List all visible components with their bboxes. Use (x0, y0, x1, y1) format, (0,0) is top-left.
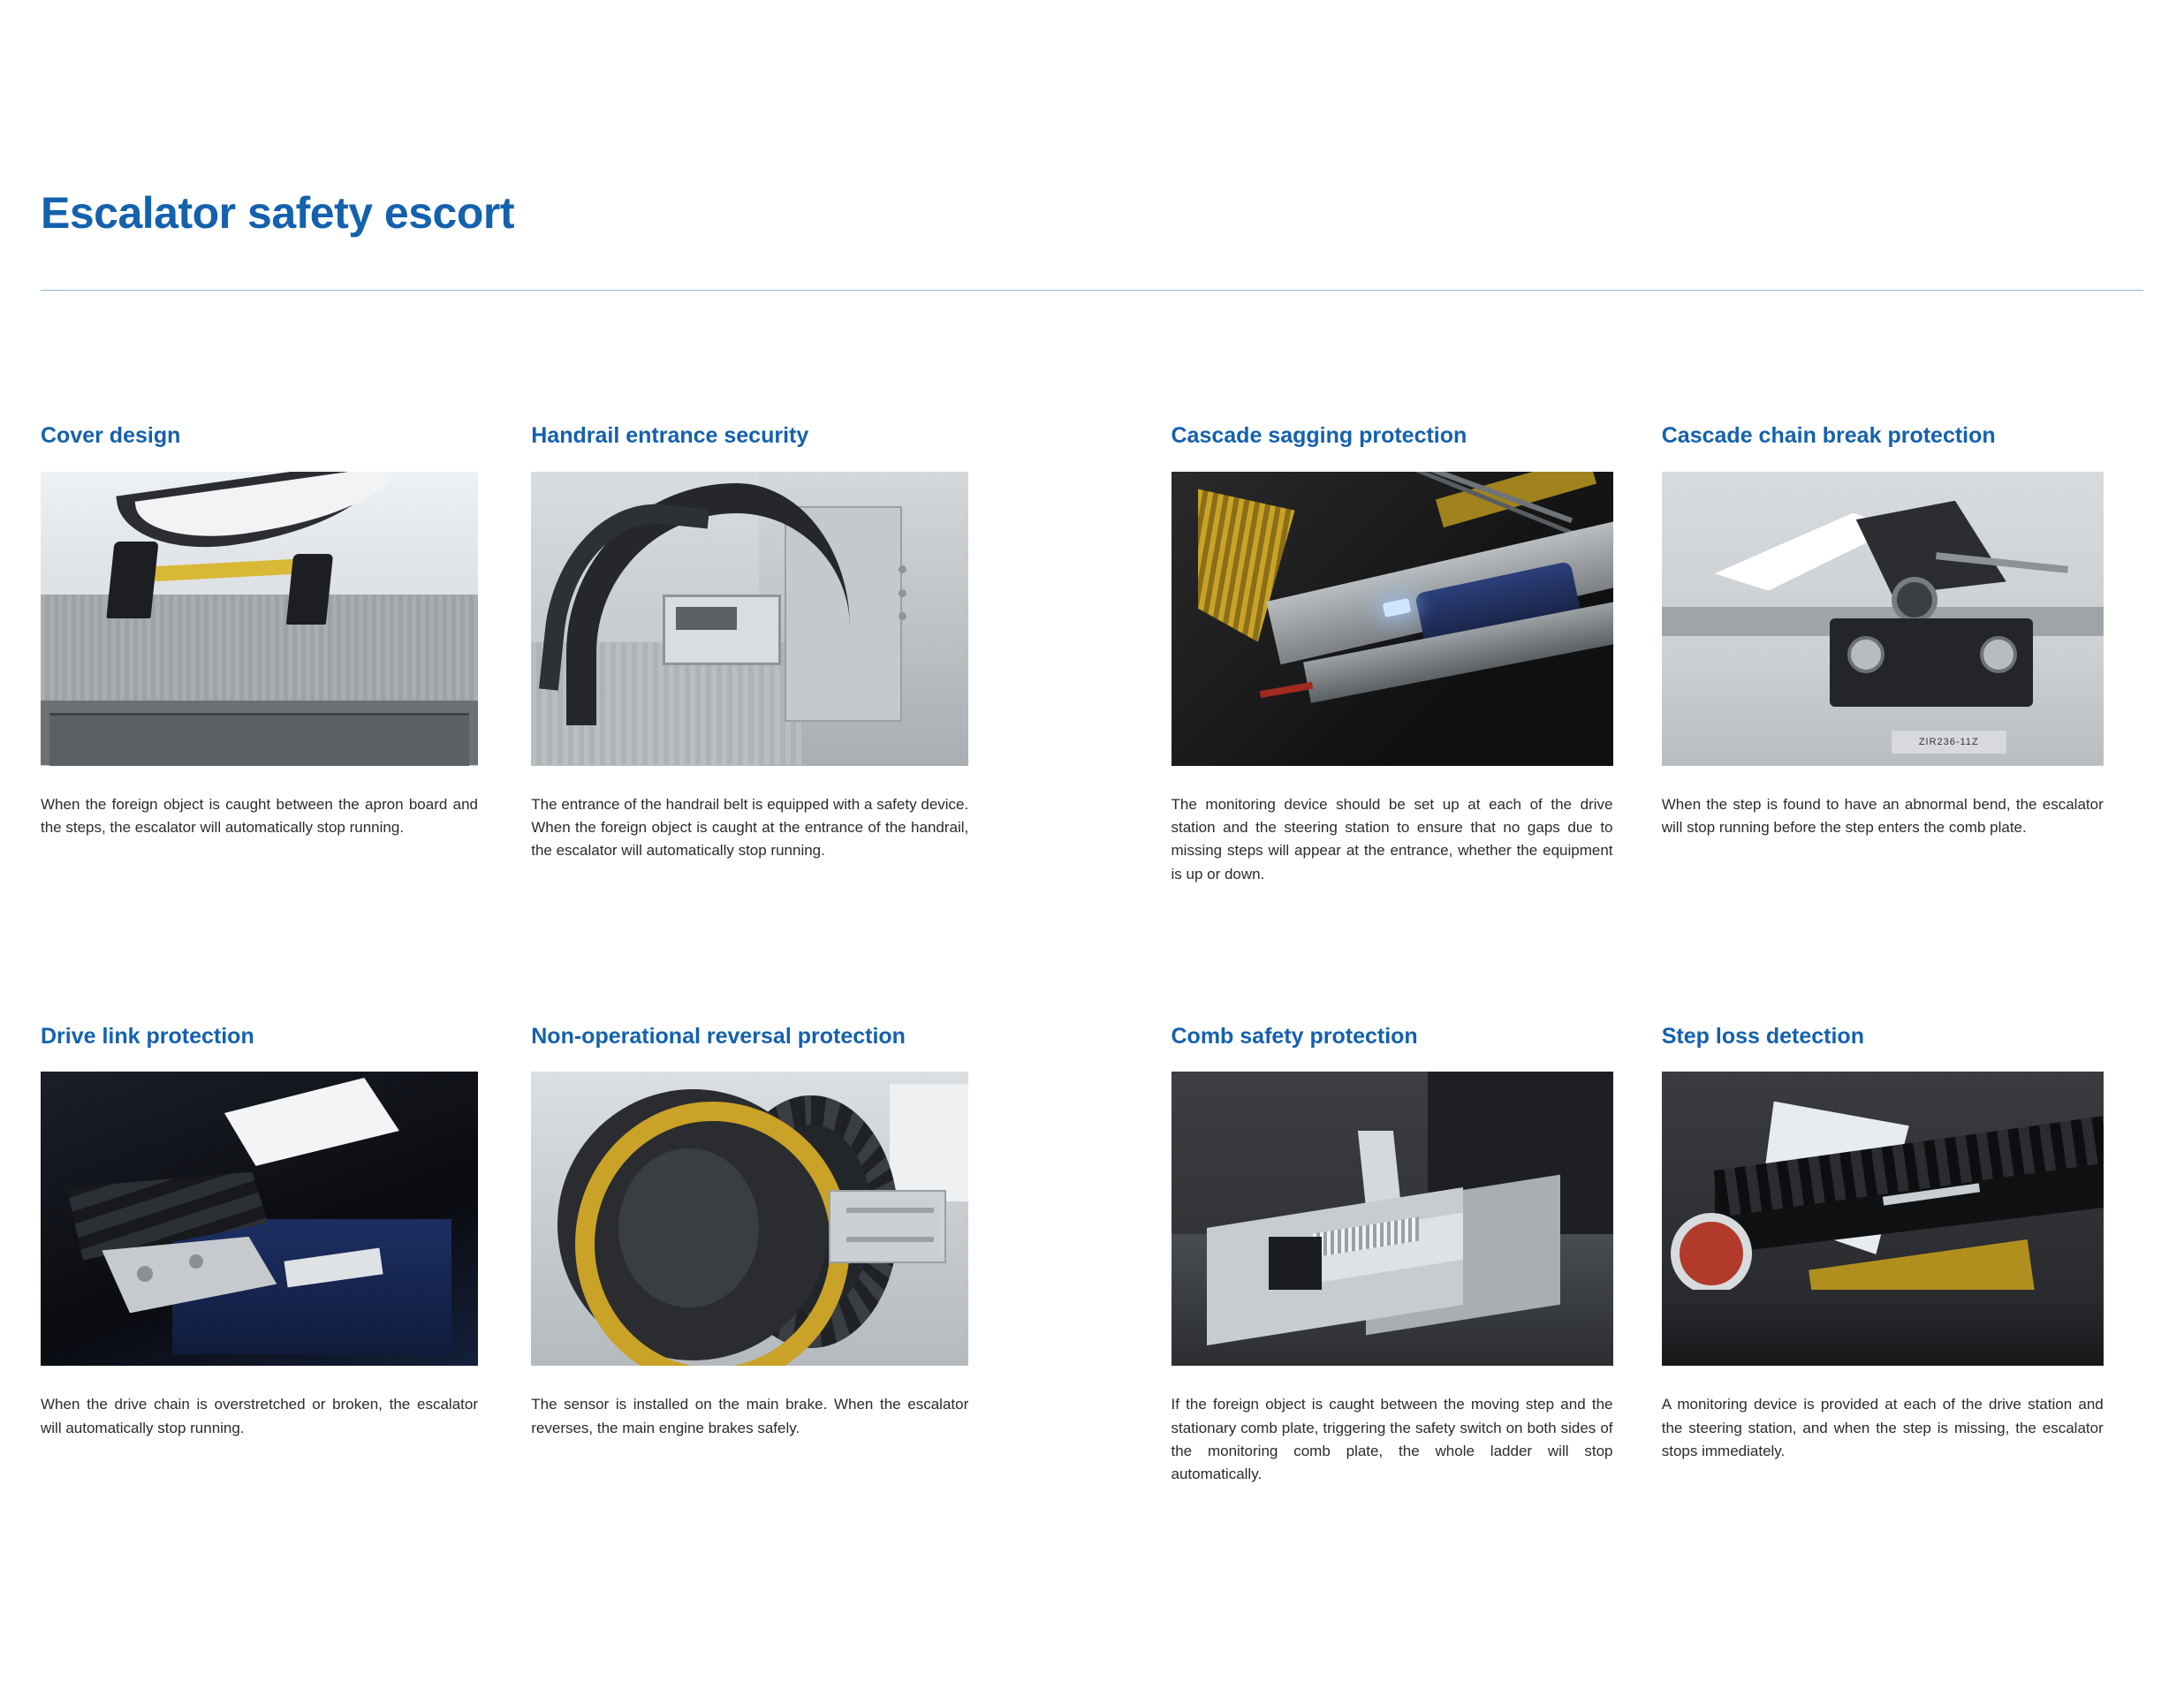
feature-card-cascade-chain-break-protection (1662, 424, 2152, 839)
feature-grid (41, 424, 2152, 1487)
handrail-entrance-security-photo (531, 472, 968, 766)
feature-card-non-operational-reversal-protection (531, 1025, 1021, 1440)
feature-card-cascade-sagging-protection (1172, 424, 1662, 886)
feature-caption: When the foreign object is caught between the apron board and the steps, the escalator will automatically stop running. (41, 795, 478, 836)
photo-detail (846, 1237, 934, 1242)
photo-detail (1847, 636, 1884, 673)
photo-detail (1892, 577, 1938, 623)
feature-title: Comb safety protection (1171, 1023, 1418, 1049)
photo-detail (1980, 636, 2017, 673)
photo-detail (539, 493, 709, 703)
feature-title: Cover design (41, 423, 181, 448)
feature-title: Cascade sagging protection (1171, 423, 1467, 448)
feature-title: Non-operational reversal protection (531, 1023, 906, 1049)
feature-row (41, 424, 2152, 886)
feature-title: Cascade chain break protection (1661, 423, 1996, 448)
photo-detail (49, 713, 469, 766)
photo-detail (1671, 1213, 1752, 1294)
feature-caption: When the drive chain is overstretched or broken, the escalator will automatically stop running. (41, 1396, 478, 1436)
photo-detail (107, 542, 159, 618)
feature-caption: When the step is found to have an abnormal bend, the escalator will stop running before the step enters the comb plate. (1661, 795, 2104, 836)
feature-row (41, 1025, 2152, 1487)
feature-caption: The sensor is installed on the main brake. When the escalator reverses, the main engine brakes safely. (531, 1396, 969, 1436)
photo-detail (1662, 1290, 2104, 1367)
page-title: Escalator safety escort (41, 187, 515, 238)
feature-caption: A monitoring device is provided at each of the drive station and the steering station, and when the step is missing, the escalator stops immediately. (1661, 1396, 2104, 1460)
photo-detail (286, 554, 333, 625)
feature-caption: The entrance of the handrail belt is equipped with a safety device. When the foreign object is caught at the entrance of the handrail, the escalator will automatically stop running. (531, 795, 969, 860)
feature-caption: If the foreign object is caught between the moving step and the stationary comb plate, triggering the safety switch on both sides of the monitoring comb plate, the whole ladder will stop automatically. (1171, 1396, 1613, 1483)
feature-card-cover-design (41, 424, 531, 839)
feature-title: Drive link protection (41, 1023, 254, 1049)
photo-detail (890, 1084, 968, 1201)
photo-detail (846, 1208, 934, 1213)
cascade-sagging-protection-photo (1172, 472, 1613, 766)
feature-card-handrail-entrance-security (531, 424, 1021, 863)
non-operational-reversal-protection-photo (531, 1072, 968, 1366)
feature-card-drive-link-protection (41, 1025, 531, 1440)
feature-caption: The monitoring device should be set up at each of the drive station and the steering station to ensure that no gaps due to missing steps will appear at the entrance, whether the equipment is up or down. (1171, 795, 1613, 883)
drive-link-protection-photo (41, 1072, 478, 1366)
cascade-chain-break-protection-photo (1662, 472, 2104, 766)
photo-detail (1269, 1237, 1322, 1290)
photo-detail (137, 1266, 153, 1282)
title-divider (41, 290, 2143, 291)
step-loss-detection-photo (1662, 1072, 2104, 1366)
photo-detail (899, 589, 906, 597)
photo-detail (618, 1148, 758, 1307)
device-label: ZIR236-11Z (1892, 731, 2006, 754)
feature-card-step-loss-detection (1662, 1025, 2152, 1464)
comb-safety-protection-photo (1172, 1072, 1613, 1366)
photo-detail (829, 1190, 946, 1264)
feature-card-comb-safety-protection (1172, 1025, 1662, 1487)
feature-title: Handrail entrance security (531, 423, 809, 448)
feature-title: Step loss detection (1661, 1023, 1864, 1049)
photo-detail (1856, 501, 2006, 595)
cover-design-photo (41, 472, 478, 766)
